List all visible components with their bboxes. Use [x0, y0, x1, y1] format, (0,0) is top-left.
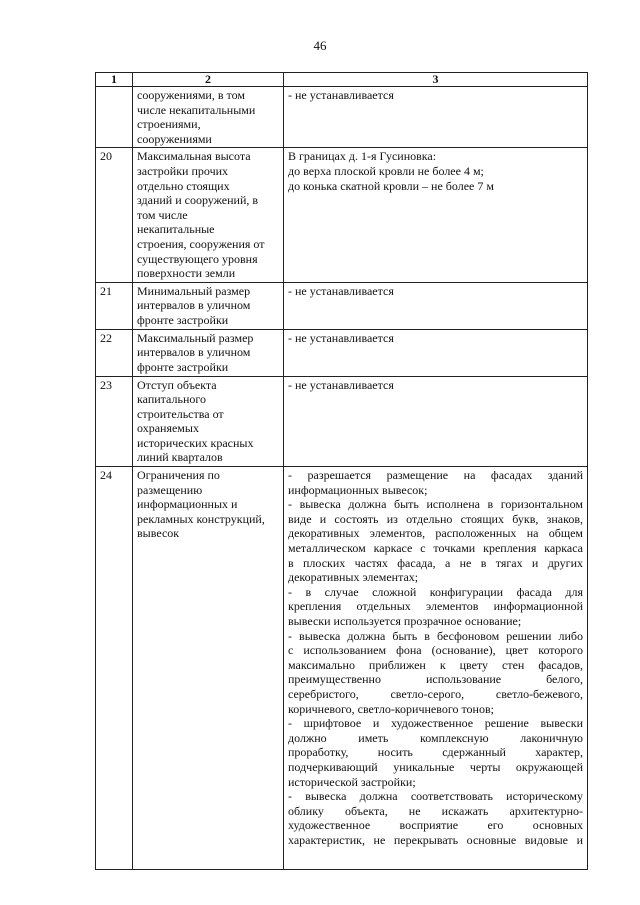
table-row — [96, 148, 588, 282]
parameter-name — [133, 87, 284, 148]
parameter-value-line: облику объекта, не искажать архитектурно- — [288, 803, 583, 818]
parameter-name-line: застройки прочих — [137, 163, 229, 178]
row-number: 20 — [96, 148, 133, 282]
parameter-name-line: числе некапитальными — [137, 102, 256, 117]
parameter-name-line: размещению — [137, 482, 203, 497]
parameter-value-line: металлическом каркасе с точками крепления каркаса — [288, 541, 583, 556]
parameter-name-line: интервалов в уличном — [137, 298, 251, 313]
parameter-value-line: подчеркивающий уникальные черты окружающей — [288, 759, 583, 774]
parameter-name — [133, 282, 284, 329]
parameter-value-line: с использованием фона (основание), цвет которого — [288, 643, 583, 658]
parameter-name-line: поверхности земли — [137, 266, 236, 281]
table-row — [96, 87, 588, 148]
parameter-name-line: строения, сооружения от — [137, 236, 265, 251]
parameter-name-line: Отступ объекта — [137, 377, 217, 392]
header-col-1: 1 — [96, 73, 133, 87]
parameter-value-line: характеристик, не перекрывать основные видовые и — [288, 832, 583, 847]
parameter-value-line: должно иметь комплексную лаконичную — [288, 730, 583, 745]
parameter-name-line: зданий и сооружений, в — [137, 193, 259, 208]
row-number: 23 — [96, 376, 133, 467]
parameter-value-line: проработку, носить сдержанный характер, — [288, 745, 583, 760]
parameter-name-line: Максимальная высота — [137, 149, 251, 164]
parameter-value-line: декоративных элементов, расположенных на общем — [288, 526, 583, 541]
parameter-name-line: капитального — [137, 392, 206, 407]
parameter-value — [284, 282, 588, 329]
parameter-value-line: - в случае сложной конфигурации фасада для — [288, 584, 583, 599]
parameter-name-line: информационных и — [137, 497, 238, 512]
parameter-name — [133, 329, 284, 376]
row-number: 24 — [96, 467, 133, 870]
parameter-value-line: декоративных элементах; — [288, 570, 419, 585]
parameter-value-line: максимально приближен к цвету стен фасадов, — [288, 657, 583, 672]
header-col-3: 3 — [284, 73, 588, 87]
parameter-name-line: строительства от — [137, 406, 224, 421]
parameter-name-line: том числе — [137, 207, 188, 222]
parameter-value-line: коричневого, светло-коричневого тонов; — [288, 701, 494, 716]
parameter-name-line: сооружениями, в том — [137, 88, 245, 102]
parameter-value-line: - вывеска должна быть исполнена в горизонтальном — [288, 497, 583, 512]
parameter-value-line: крепления отдельных элементов информационной — [288, 599, 583, 614]
row-number: 21 — [96, 282, 133, 329]
table-header-row — [96, 73, 588, 87]
parameter-value-line: - не устанавливается — [288, 88, 394, 102]
parameter-value-line: - шрифтовое и художественное решение вывески — [288, 716, 583, 731]
parameter-value — [284, 148, 588, 282]
parameter-name-line: строениями, — [137, 117, 201, 132]
parameter-value-line: в плоских частях фасада, а не в тягах и других — [288, 555, 583, 570]
row-number — [96, 87, 133, 148]
parameter-name-line: сооружениями — [137, 131, 212, 146]
parameter-value-line: до конька скатной кровли – не более 7 м — [288, 178, 494, 193]
table-row — [96, 282, 588, 329]
parameter-value-line: - не устанавливается — [288, 330, 394, 345]
parameter-name-line: некапитальные — [137, 222, 215, 237]
row-number: 22 — [96, 329, 133, 376]
parameter-value-line: исторической застройки; — [288, 774, 416, 789]
parameter-name-line: Ограничения по — [137, 468, 220, 483]
header-col-2: 2 — [133, 73, 284, 87]
parameter-name — [133, 467, 284, 870]
table-row — [96, 376, 588, 467]
parameter-name-line: фронте застройки — [137, 359, 229, 374]
parameter-value-line: преимущественно использование белого, — [288, 672, 583, 687]
parameter-value-line: - вывеска должна соответствовать историческому — [288, 789, 583, 804]
parameter-value-line: серебристого, светло-серого, светло-бежевого, — [288, 686, 583, 701]
parameter-name-line: рекламных конструкций, — [137, 511, 265, 526]
parameter-value-line: - не устанавливается — [288, 377, 394, 392]
parameter-name — [133, 148, 284, 282]
parameter-value-line: В границах д. 1-я Гусиновка: — [288, 149, 437, 164]
parameter-value-line: художественное восприятие его основных — [288, 818, 583, 833]
parameter-value — [284, 467, 588, 870]
parameter-name — [133, 376, 284, 467]
parameter-value-line: - вывеска должна быть в бесфоновом решении либо — [288, 628, 583, 643]
parameter-name-line: фронте застройки — [137, 312, 229, 327]
parameter-value — [284, 376, 588, 467]
parameter-value-line: информационных вывесок; — [288, 482, 428, 497]
parameter-value-line: вывески используется прозрачное основание; — [288, 614, 522, 628]
parameter-name-line: Максимальный размер — [137, 330, 254, 345]
parameter-value-line: - не устанавливается — [288, 283, 394, 298]
table-row — [96, 329, 588, 376]
page-number: 46 — [313, 38, 327, 53]
parameter-value-line: до верха плоской кровли не более 4 м; — [288, 163, 484, 178]
parameter-name-line: отдельно стоящих — [137, 178, 230, 193]
parameter-name-line: охраняемых — [137, 421, 199, 436]
table-row — [96, 467, 588, 870]
parameter-name-line: интервалов в уличном — [137, 345, 251, 360]
document-table — [95, 72, 588, 870]
parameter-value — [284, 87, 588, 148]
parameter-value — [284, 329, 588, 376]
parameter-name-line: Минимальный размер — [137, 283, 251, 298]
parameter-value-line: - разрешается размещение на фасадах зданий — [288, 468, 583, 483]
parameter-name-line: существующего уровня — [137, 251, 258, 266]
parameter-name-line: вывесок — [137, 526, 180, 541]
parameter-name-line: линий кварталов — [137, 450, 223, 465]
parameter-value-line: виде и состоять из отдельно стоящих букв, знаков, — [288, 511, 583, 526]
parameter-name-line: исторических красных — [137, 435, 254, 450]
